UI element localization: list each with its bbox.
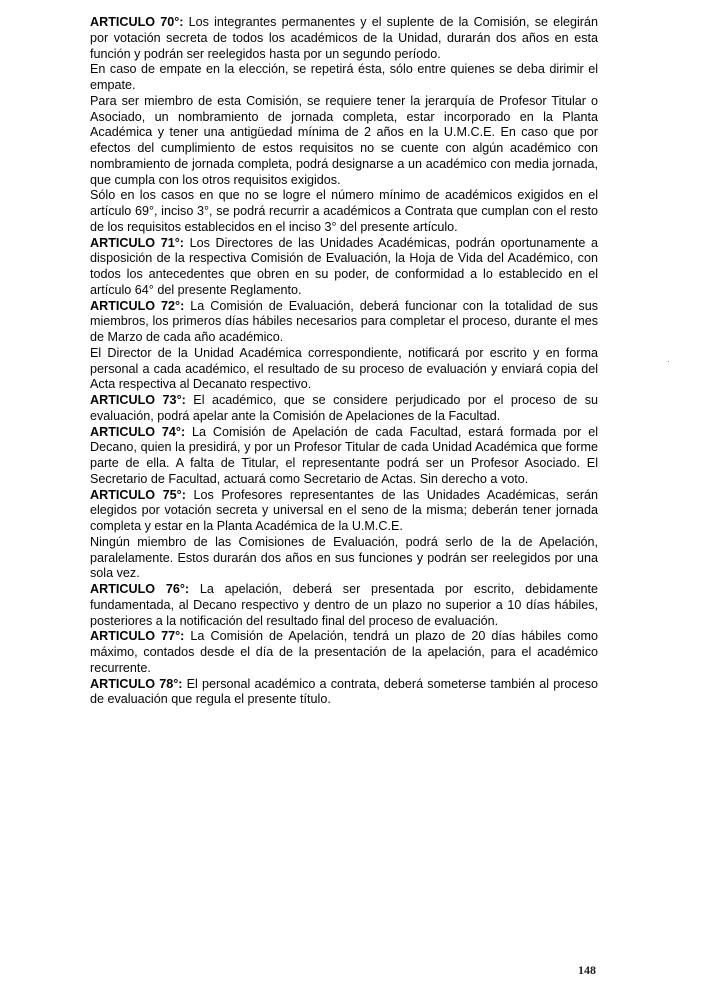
paragraph <box>90 188 598 235</box>
paragraph-text: El Director de la Unidad Académica correspondiente, notificará por escrito y en forma personal a cada académico, el resultado de su proceso de evaluación y enviará copia del Acta respectiva al Decanato respectivo. <box>90 345 598 392</box>
paragraph-text: Los integrantes permanentes y el suplente de la Comisión, se elegirán por votación secreta de todos los académicos de la Unidad, durarán dos años en esta función y podrán ser reelegidos hasta por un segundo período. <box>90 15 598 61</box>
paragraph <box>90 629 598 676</box>
paragraph-text: Los Directores de las Unidades Académicas, podrán oportunamente a disposición de la respectiva Comisión de Evaluación, la Hoja de Vida del Académico, con todos los antecedentes que obren en su poder, de conformidad a lo establecido en el artículo 64° del presente Reglamento. <box>90 235 598 297</box>
paragraph <box>90 425 598 488</box>
paragraph-text: Sólo en los casos en que no se logre el número mínimo de académicos exigidos en el artículo 69°, inciso 3°, se podrá recurrir a académicos a Contrata que cumplan con el resto de los requisitos establecidos en el inciso 3° del presente artículo. <box>90 188 598 234</box>
article-heading: ARTICULO 76°: <box>90 582 190 596</box>
paragraph <box>90 15 598 62</box>
paragraph-text: En caso de empate en la elección, se repetirá ésta, sólo entre quienes se deba dirimir el empate. <box>90 62 598 92</box>
article-heading: ARTICULO 73°: <box>90 393 186 407</box>
paragraph-text: La apelación, deberá ser presentada por escrito, debidamente fundamentada, al Decano respectivo y dentro de un plazo no superior a 10 días hábiles, posteriores a la notificación del resultado final del proceso de evaluación. <box>90 582 599 628</box>
scan-speck <box>668 361 669 362</box>
paragraph <box>90 677 598 709</box>
paragraph-text: Ningún miembro de las Comisiones de Evaluación, podrá serlo de la de Apelación, paralelamente. Estos durarán dos años en sus funciones y podrán ser reelegidos por una sola vez. <box>90 534 598 581</box>
document-body <box>90 15 598 708</box>
paragraph-text: El personal académico a contrata, deberá someterse también al proceso de evaluación que regula el presente título. <box>90 676 598 707</box>
paragraph <box>90 582 598 629</box>
paragraph-text: Para ser miembro de esta Comisión, se requiere tener la jerarquía de Profesor Titular o Asociado, un nombramiento de jornada completa, estar incorporado en la Planta Académica y tener una antigüedad mínima de 2 años en la U.M.C.E. En caso que por efectos del cumplimiento de estos requisitos no se cuente con algún académico con nombramiento de jornada completa, podrá designarse a un académico con media jornada, que cumpla con los otros requisitos exigidos. <box>90 93 598 187</box>
paragraph <box>90 62 598 94</box>
paragraph <box>90 535 598 582</box>
page-number: 148 <box>578 963 596 977</box>
paragraph-text: La Comisión de Apelación de cada Facultad, estará formada por el Decano, quien la presidirá, y por un Profesor Titular de cada Unidad Académica que forme parte de ella. A falta de Titular, el representante podrá ser un Profesor Asociado. El Secretario de Facultad, actuará como Secretario de Actas. Sin derecho a voto. <box>90 424 599 486</box>
article-heading: ARTICULO 78°: <box>90 676 183 691</box>
article-heading: ARTICULO 74°: <box>90 424 186 439</box>
paragraph <box>90 299 598 346</box>
article-heading: ARTICULO 70°: <box>90 15 184 29</box>
paragraph-text: La Comisión de Evaluación, deberá funcionar con la totalidad de sus miembros, los primeros días hábiles necesarios para completar el proceso, durante el mes de Marzo de cada año académico. <box>90 298 599 344</box>
paragraph <box>90 236 598 299</box>
article-heading: ARTICULO 77°: <box>90 629 185 644</box>
paragraph <box>90 393 598 425</box>
paragraph <box>90 346 598 393</box>
paragraph-text: La Comisión de Apelación, tendrá un plazo de 20 días hábiles como máximo, contados desde el día de la presentación de la apelación, para el académico recurrente. <box>90 629 598 675</box>
paragraph-text: Los Profesores representantes de las Unidades Académicas, serán elegidos por votación secreta y universal en el seno de la misma; deberán tener jornada completa y estar en la Planta Académica de la U.M.C.E. <box>90 487 598 533</box>
paragraph <box>90 488 598 535</box>
article-heading: ARTICULO 71°: <box>90 235 184 250</box>
paragraph-text: El académico, que se considere perjudicado por el proceso de su evaluación, podrá apelar ante la Comisión de Apelaciones de la Facultad. <box>90 393 598 423</box>
article-heading: ARTICULO 75°: <box>90 487 186 502</box>
paragraph <box>90 94 598 189</box>
article-heading: ARTICULO 72°: <box>90 298 185 313</box>
